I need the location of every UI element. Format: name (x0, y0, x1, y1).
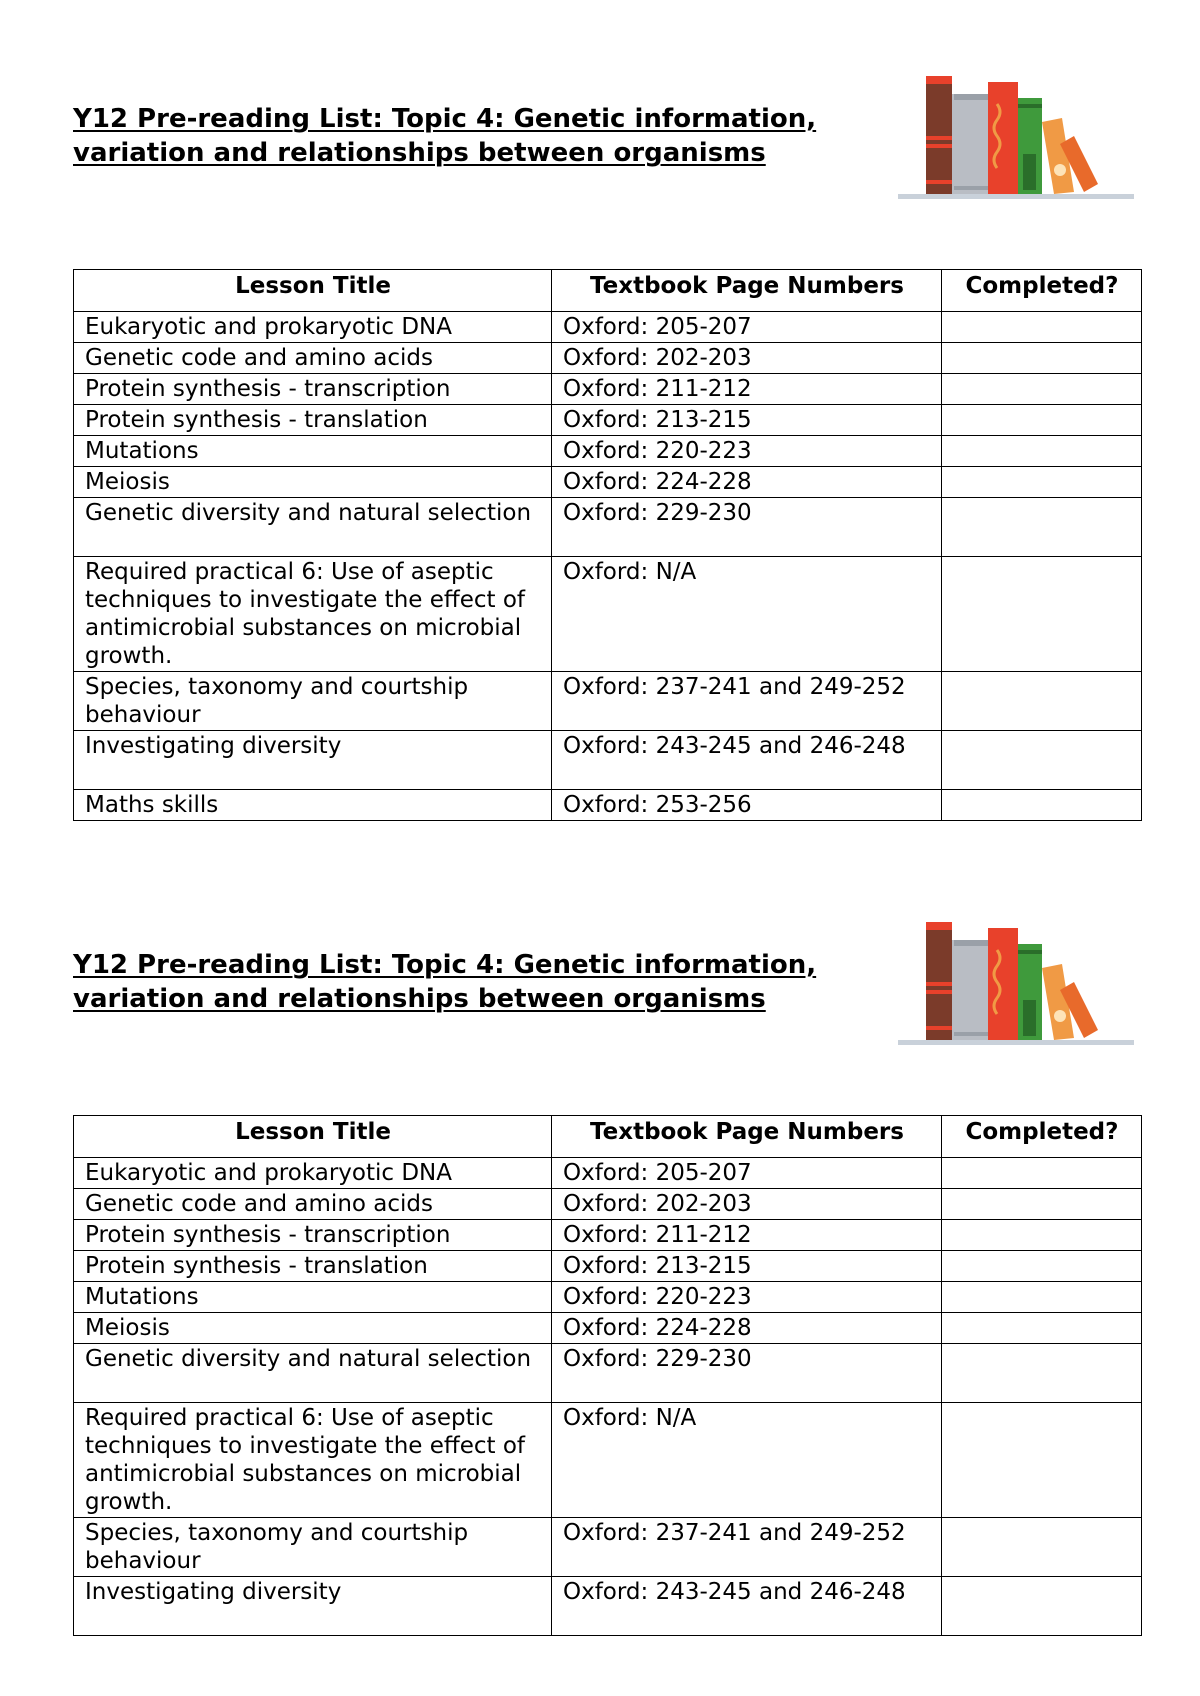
header-completed: Completed? (942, 1116, 1142, 1158)
lesson-cell: Species, taxonomy and courtship behaviour (74, 1518, 552, 1577)
completed-cell[interactable] (942, 1313, 1142, 1344)
table-row (74, 557, 1142, 672)
completed-cell[interactable] (942, 1577, 1142, 1636)
lesson-cell: Mutations (74, 1282, 552, 1313)
pages-cell: Oxford: 202-203 (552, 1189, 942, 1220)
pages-cell: Oxford: 229-230 (552, 1344, 942, 1403)
pages-cell: Oxford: 211-212 (552, 374, 942, 405)
pages-cell: Oxford: 243-245 and 246-248 (552, 1577, 942, 1636)
lesson-cell: Eukaryotic and prokaryotic DNA (74, 1158, 552, 1189)
completed-cell[interactable] (942, 343, 1142, 374)
pages-cell: Oxford: 220-223 (552, 1282, 942, 1313)
reading-list-table (73, 1115, 1142, 1636)
pages-cell: Oxford: 213-215 (552, 1251, 942, 1282)
table-row (74, 1220, 1142, 1251)
page-title: Y12 Pre-reading List: Topic 4: Genetic information, variation and relationships between organisms (73, 104, 817, 168)
lesson-cell: Protein synthesis - transcription (74, 1220, 552, 1251)
table-row (74, 405, 1142, 436)
lesson-cell: Maths skills (74, 790, 552, 821)
completed-cell[interactable] (942, 467, 1142, 498)
lesson-cell: Mutations (74, 436, 552, 467)
lesson-cell: Investigating diversity (74, 1577, 552, 1636)
table-row (74, 1158, 1142, 1189)
table-row (74, 1282, 1142, 1313)
table-header-row (74, 270, 1142, 312)
header-completed: Completed? (942, 270, 1142, 312)
completed-cell[interactable] (942, 1251, 1142, 1282)
reading-list-section-2 (0, 846, 1200, 1696)
pages-cell: Oxford: 220-223 (552, 436, 942, 467)
lesson-cell: Required practical 6: Use of aseptic techniques to investigate the effect of antimicrobial substances on microbial growth. (74, 1403, 552, 1518)
completed-cell[interactable] (942, 374, 1142, 405)
pages-cell: Oxford: 229-230 (552, 498, 942, 557)
table-row (74, 672, 1142, 731)
table-row (74, 1189, 1142, 1220)
lesson-cell: Meiosis (74, 467, 552, 498)
pages-cell: Oxford: 253-256 (552, 790, 942, 821)
pages-cell: Oxford: 213-215 (552, 405, 942, 436)
pages-cell: Oxford: 205-207 (552, 1158, 942, 1189)
table-row (74, 1403, 1142, 1518)
table-row (74, 1251, 1142, 1282)
completed-cell[interactable] (942, 557, 1142, 672)
completed-cell[interactable] (942, 790, 1142, 821)
pages-cell: Oxford: 237-241 and 249-252 (552, 672, 942, 731)
lesson-cell: Meiosis (74, 1313, 552, 1344)
completed-cell[interactable] (942, 1220, 1142, 1251)
completed-cell[interactable] (942, 672, 1142, 731)
lesson-cell: Genetic code and amino acids (74, 343, 552, 374)
pages-cell: Oxford: 237-241 and 249-252 (552, 1518, 942, 1577)
pages-cell: Oxford: 243-245 and 246-248 (552, 731, 942, 790)
pages-cell: Oxford: 202-203 (552, 343, 942, 374)
completed-cell[interactable] (942, 498, 1142, 557)
pages-cell: Oxford: 211-212 (552, 1220, 942, 1251)
completed-cell[interactable] (942, 1189, 1142, 1220)
lesson-cell: Eukaryotic and prokaryotic DNA (74, 312, 552, 343)
lesson-cell: Investigating diversity (74, 731, 552, 790)
table-row (74, 312, 1142, 343)
pages-cell: Oxford: N/A (552, 1403, 942, 1518)
completed-cell[interactable] (942, 405, 1142, 436)
header-page-numbers: Textbook Page Numbers (552, 1116, 942, 1158)
lesson-cell: Genetic diversity and natural selection (74, 1344, 552, 1403)
reading-list-table (73, 269, 1142, 821)
table-row (74, 790, 1142, 821)
table-row (74, 1344, 1142, 1403)
lesson-cell: Required practical 6: Use of aseptic techniques to investigate the effect of antimicrobial substances on microbial growth. (74, 557, 552, 672)
lesson-cell: Protein synthesis - translation (74, 1251, 552, 1282)
completed-cell[interactable] (942, 1518, 1142, 1577)
lesson-cell: Protein synthesis - translation (74, 405, 552, 436)
completed-cell[interactable] (942, 312, 1142, 343)
table-row (74, 1577, 1142, 1636)
completed-cell[interactable] (942, 731, 1142, 790)
header-page-numbers: Textbook Page Numbers (552, 270, 942, 312)
table-row (74, 1518, 1142, 1577)
lesson-cell: Genetic diversity and natural selection (74, 498, 552, 557)
completed-cell[interactable] (942, 1344, 1142, 1403)
completed-cell[interactable] (942, 1158, 1142, 1189)
lesson-cell: Protein synthesis - transcription (74, 374, 552, 405)
books-on-shelf-icon (898, 74, 1134, 204)
table-row (74, 343, 1142, 374)
table-header-row (74, 1116, 1142, 1158)
header-lesson-title: Lesson Title (74, 270, 552, 312)
completed-cell[interactable] (942, 436, 1142, 467)
page-title: Y12 Pre-reading List: Topic 4: Genetic information, variation and relationships between organisms (73, 950, 817, 1014)
header-lesson-title: Lesson Title (74, 1116, 552, 1158)
completed-cell[interactable] (942, 1282, 1142, 1313)
table-row (74, 731, 1142, 790)
table-row (74, 498, 1142, 557)
pages-cell: Oxford: 224-228 (552, 1313, 942, 1344)
completed-cell[interactable] (942, 1403, 1142, 1518)
lesson-cell: Genetic code and amino acids (74, 1189, 552, 1220)
table-row (74, 467, 1142, 498)
books-on-shelf-icon (898, 920, 1134, 1050)
table-row (74, 436, 1142, 467)
pages-cell: Oxford: 224-228 (552, 467, 942, 498)
pages-cell: Oxford: N/A (552, 557, 942, 672)
table-row (74, 374, 1142, 405)
lesson-cell: Species, taxonomy and courtship behaviour (74, 672, 552, 731)
pages-cell: Oxford: 205-207 (552, 312, 942, 343)
table-row (74, 1313, 1142, 1344)
